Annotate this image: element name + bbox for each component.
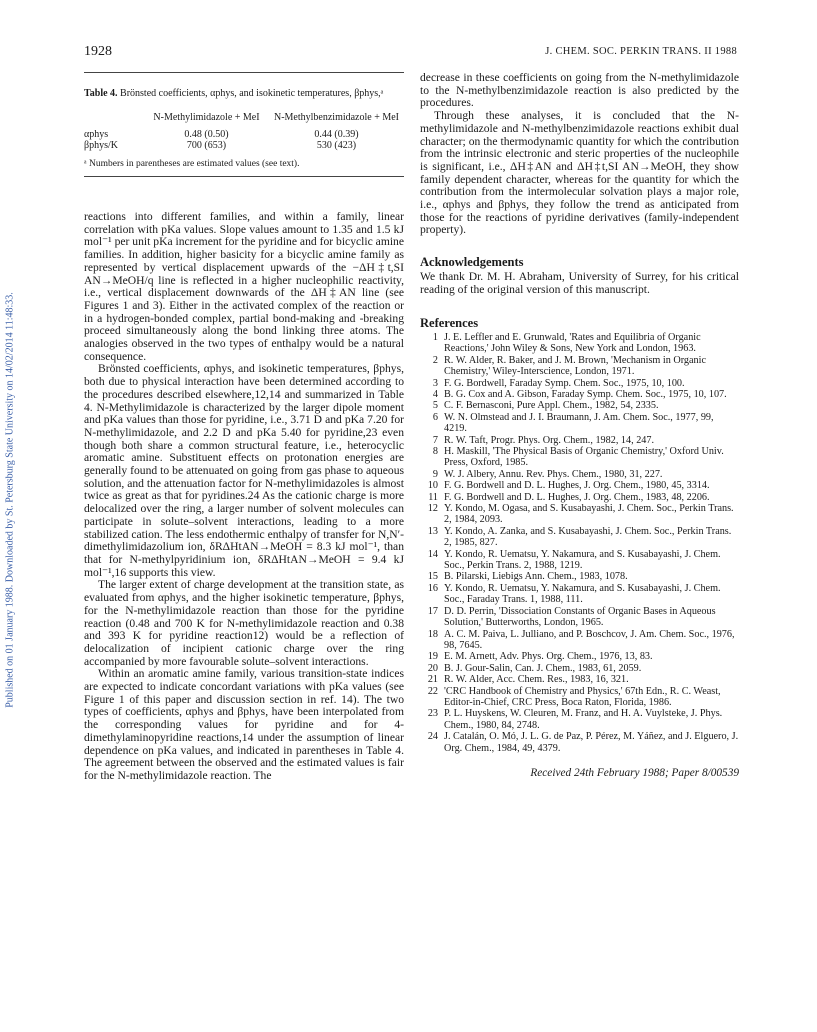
- reference-number: 17: [427, 605, 438, 617]
- running-head: J. CHEM. SOC. PERKIN TRANS. II 1988: [545, 46, 737, 57]
- table-header-col2: N-Methylbenzimidazole + MeI: [273, 112, 400, 123]
- reference-item: [420, 480, 739, 491]
- body-paragraph: reactions into different families, and within a family, linear correlation with pKa values. Slope values amount to 1.35 and 1.5 kJ mol⁻¹ per unit pKa increment for the pyridine and for bicyclic amine families. In addition, higher basicity for a bicyclic amine family as represented by vertical displacement upwards of the −ΔH‡t,SI AN→MeOH/q line is reflected in a higher nucleophilic reactivity, i.e., vertical displacement downwards of the ΔH‡AN line (see Figures 1 and 3). Either in the activated complex of the reaction or in a hydrogen-bonded complex, partial bond-making and -breaking proceed simultaneously along the bond linking three atoms. The analogies observed in the two types of enthalpy would be a natural consequence.: [84, 210, 404, 363]
- references-list: [420, 332, 739, 754]
- reference-text: E. M. Arnett, Adv. Phys. Org. Chem., 1976, 13, 83.: [444, 651, 653, 663]
- reference-item: [420, 492, 739, 503]
- reference-text: Y. Kondo, M. Ogasa, and S. Kusabayashi, J. Chem. Soc., Perkin Trans. 2, 1984, 2093.: [444, 503, 734, 526]
- body-paragraph: The larger extent of charge development at the transition state, as evaluated from αphys, and the higher isokinetic temperature, βphys, for the N-methylimidazole reaction than those for the pyridine reaction (0.48 and 700 K for N-methylimidazole reaction and 0.38 and 393 K for pyridine reaction12) would be a reflection of delocalization of incipient cationic charge over the ring accompanied by more favourable solute–solvent interactions.: [84, 578, 404, 668]
- reference-number: 8: [432, 446, 438, 458]
- table-row-label: βphys/K: [84, 140, 118, 151]
- reference-text: W. J. Albery, Annu. Rev. Phys. Chem., 1980, 31, 227.: [444, 468, 663, 480]
- reference-text: A. C. M. Paiva, L. Julliano, and P. Boschcov, J. Am. Chem. Soc., 1976, 98, 7645.: [444, 628, 735, 651]
- reference-item: [420, 663, 739, 674]
- reference-item: [420, 378, 739, 389]
- table-cell: 530 (423): [316, 140, 357, 151]
- reference-item: [420, 400, 739, 411]
- reference-number: 23: [427, 708, 438, 720]
- table-cell: 0.44 (0.39): [314, 129, 359, 140]
- reference-text: B. Pilarski, Liebigs Ann. Chem., 1983, 1078.: [444, 571, 628, 583]
- reference-text: J. E. Leffler and E. Grunwald, 'Rates and Equilibria of Organic Reactions,' John Wiley & Sons, New York and London, 1963.: [444, 331, 701, 355]
- reference-number: 9: [432, 468, 438, 480]
- reference-number: 14: [427, 548, 438, 560]
- table-header-blank: [84, 112, 144, 129]
- reference-item: [420, 571, 739, 582]
- reference-number: 7: [432, 434, 438, 446]
- received-line: Received 24th February 1988; Paper 8/00539: [530, 766, 739, 779]
- reference-item: [420, 435, 739, 446]
- reference-text: 'CRC Handbook of Chemistry and Physics,' 67th Edn., R. C. Weast, Editor-in-Chief, CRC Press, Boca Raton, Florida, 1986.: [444, 685, 721, 708]
- reference-text: Y. Kondo, R. Uematsu, Y. Nakamura, and S. Kusabayashi, J. Chem. Soc., Faraday Trans. 1, 1988, 111.: [444, 582, 721, 606]
- reference-text: C. F. Bernasconi, Pure Appl. Chem., 1982, 54, 2335.: [444, 400, 659, 412]
- reference-number: 13: [427, 525, 438, 537]
- reference-number: 1: [432, 331, 438, 343]
- reference-number: 21: [427, 674, 438, 686]
- table-header-col1: N-Methylimidazole + MeI: [153, 112, 260, 123]
- reference-item: [420, 674, 739, 685]
- reference-text: F. G. Bordwell and D. L. Hughes, J. Org. Chem., 1980, 45, 3314.: [444, 480, 710, 492]
- reference-item: [420, 446, 739, 469]
- reference-text: W. N. Olmstead and J. I. Braumann, J. Am. Chem. Soc., 1977, 99, 4219.: [444, 411, 714, 435]
- download-watermark: [0, 150, 20, 850]
- table-cell: 0.48 (0.50): [184, 129, 229, 140]
- table-cell: 700 (653): [186, 140, 227, 151]
- reference-item: [420, 389, 739, 400]
- reference-text: R. W. Alder, Acc. Chem. Res., 1983, 16, 321.: [444, 674, 629, 686]
- table-header-row: [84, 112, 404, 129]
- reference-item: [420, 606, 739, 629]
- reference-text: Y. Kondo, A. Zanka, and S. Kusabayashi, J. Chem. Soc., Perkin Trans. 2, 1985, 827.: [444, 525, 732, 549]
- reference-text: J. Catalán, O. Mó, J. L. G. de Paz, P. Pérez, M. Yáñez, and J. Elguero, J. Org. Chem., 1984, 49, 4379.: [444, 731, 739, 754]
- reference-item: [420, 549, 739, 572]
- reference-number: 24: [427, 731, 438, 743]
- reference-item: [420, 686, 739, 709]
- reference-number: 20: [427, 662, 438, 674]
- right-column: [420, 72, 739, 780]
- reference-text: R. W. Taft, Progr. Phys. Org. Chem., 1982, 14, 247.: [444, 434, 655, 446]
- reference-item: [420, 526, 739, 549]
- table-4-grid: [84, 112, 404, 151]
- table-bottom-rule: [84, 176, 404, 177]
- reference-text: R. W. Alder, R. Baker, and J. M. Brown, 'Mechanism in Organic Chemistry,' Wiley-Interscience, London, 1971.: [444, 354, 706, 378]
- acknowledgements-section: [420, 256, 739, 296]
- reference-number: 16: [427, 582, 438, 594]
- reference-number: 22: [427, 685, 438, 697]
- table-caption-text: Brönsted coefficients, αphys, and isokinetic temperatures, βphys,ᵃ: [120, 88, 384, 99]
- body-paragraph: Brönsted coefficients, αphys, and isokinetic temperatures, βphys, both due to physical interaction have been determined according to the procedures described elsewhere,12,14 and summarized in Table 4. N-Methylimidazole is characterized by the larger dipole moment and pKa values than those for pyridine, i.e., 3.71 D and pKa 7.20 for N-methylimidazole, and 2.2 D and pKa 5.40 for pyridine,23 even though both share a common structural feature, i.e., heterocyclic aromatic amine. Substituent effects on protonation energies are generally found to be attenuated on going from gas phase to aqueous solution, and the attenuation factor for N-methylimidazoles is almost twice as great as that for pyridines.24 As the cationic charge is more delocalized over the ring, a larger number of solvent molecules can participate in solute–solvent interactions, leading to a more stabilized cation. The less endothermic enthalpy of transfer for N,N′-dimethylimidazolium ion, δRΔHtAN→MeOH = 8.3 kJ mol⁻¹, than that for N-methylpyridinium ion, δRΔHtAN→MeOH = 9.4 kJ mol⁻¹,16 supports this view.: [84, 362, 404, 579]
- page-number: 1928: [84, 44, 112, 59]
- reference-number: 6: [432, 411, 438, 423]
- reference-number: 18: [427, 628, 438, 640]
- table-caption-label: Table 4.: [84, 88, 118, 99]
- reference-item: [420, 412, 739, 435]
- reference-number: 4: [432, 388, 438, 400]
- reference-number: 19: [427, 651, 438, 663]
- reference-item: [420, 469, 739, 480]
- body-paragraph: decrease in these coefficients on going from the N-methylimidazole to the N-methylbenzimidazole reaction is also predicted by the procedures.: [420, 71, 739, 110]
- table-row-label: αphys: [84, 129, 109, 140]
- reference-item: [420, 332, 739, 355]
- reference-number: 5: [432, 400, 438, 412]
- body-paragraph: Within an aromatic amine family, various transition-state indices are expected to indicate concordant variations with pKa values (see Figure 1 of this paper and discussion section in ref. 14). The two types of coefficients, αphys and βphys, have been interpolated from the corresponding values for pyridine and for 4-dimethylaminopyridine reactions,14 under the assumption of linear dependence on pKa values, and indicated in parentheses in Table 4. The agreement between the observed and the estimated values is fair for the N-methylimidazole reaction. The: [84, 667, 404, 782]
- table-caption: [84, 88, 404, 100]
- table-row: [84, 140, 404, 151]
- reference-text: F. G. Bordwell and D. L. Hughes, J. Org. Chem., 1983, 48, 2206.: [444, 491, 710, 503]
- reference-item: [420, 355, 739, 378]
- reference-number: 15: [427, 571, 438, 583]
- reference-text: F. G. Bordwell, Faraday Symp. Chem. Soc., 1975, 10, 100.: [444, 377, 685, 389]
- table-4: [84, 73, 404, 176]
- acknowledgements-text: We thank Dr. M. H. Abraham, University of Surrey, for his critical reading of the original version of this manuscript.: [420, 269, 739, 296]
- download-watermark-text: Published on 01 January 1988. Downloaded by St. Petersburg State University on 14/02/2014 11:48:33.: [4, 292, 16, 708]
- references-section: [420, 317, 739, 754]
- reference-text: Y. Kondo, R. Uematsu, Y. Nakamura, and S. Kusabayashi, J. Chem. Soc., Perkin Trans. 2, 1988, 1219.: [444, 548, 721, 572]
- reference-number: 3: [432, 377, 438, 389]
- references-heading: References: [420, 316, 479, 331]
- table-row: [84, 129, 404, 140]
- reference-item: [420, 731, 739, 754]
- reference-text: P. L. Huyskens, W. Cleuren, M. Franz, and H. A. Vuylsteke, J. Phys. Chem., 1980, 84, 2748.: [444, 708, 723, 731]
- reference-number: 2: [432, 354, 438, 366]
- reference-item: [420, 503, 739, 526]
- reference-text: B. G. Cox and A. Gibson, Faraday Symp. Chem. Soc., 1975, 10, 107.: [444, 388, 727, 400]
- acknowledgements-heading: Acknowledgements: [420, 255, 524, 270]
- reference-item: [420, 708, 739, 731]
- reference-text: B. J. Gour-Salin, Can. J. Chem., 1983, 61, 2059.: [444, 662, 642, 674]
- reference-text: D. D. Perrin, 'Dissociation Constants of Organic Bases in Aqueous Solution,' Butterworths, London, 1965.: [444, 605, 716, 629]
- body-paragraph: Through these analyses, it is concluded that the N-methylimidazole and N-methylbenzimidazole reactions exhibit dual character; on the thermodynamic quantity for which the contribution from the intrinsic electronic and steric properties of the nucleophile is significant, i.e., ΔH‡AN and ΔH‡t,SI AN→MeOH, they show family dependent character, whereas for the quantity for which the contribution from the intermolecular solvation plays a major role, i.e., αphys and βphys, they follow the trend as anticipated from those for the reactions of pyridine derivatives (family-independent property).: [420, 109, 739, 237]
- reference-number: 11: [428, 491, 438, 503]
- reference-text: H. Maskill, 'The Physical Basis of Organic Chemistry,' Oxford Univ. Press, Oxford, 1985.: [444, 446, 724, 469]
- reference-number: 10: [427, 480, 438, 492]
- left-column: [84, 72, 404, 783]
- reference-item: [420, 583, 739, 606]
- table-footnote: ᵃ Numbers in parentheses are estimated values (see text).: [84, 159, 300, 169]
- reference-item: [420, 629, 739, 652]
- reference-item: [420, 651, 739, 662]
- reference-number: 12: [427, 503, 438, 515]
